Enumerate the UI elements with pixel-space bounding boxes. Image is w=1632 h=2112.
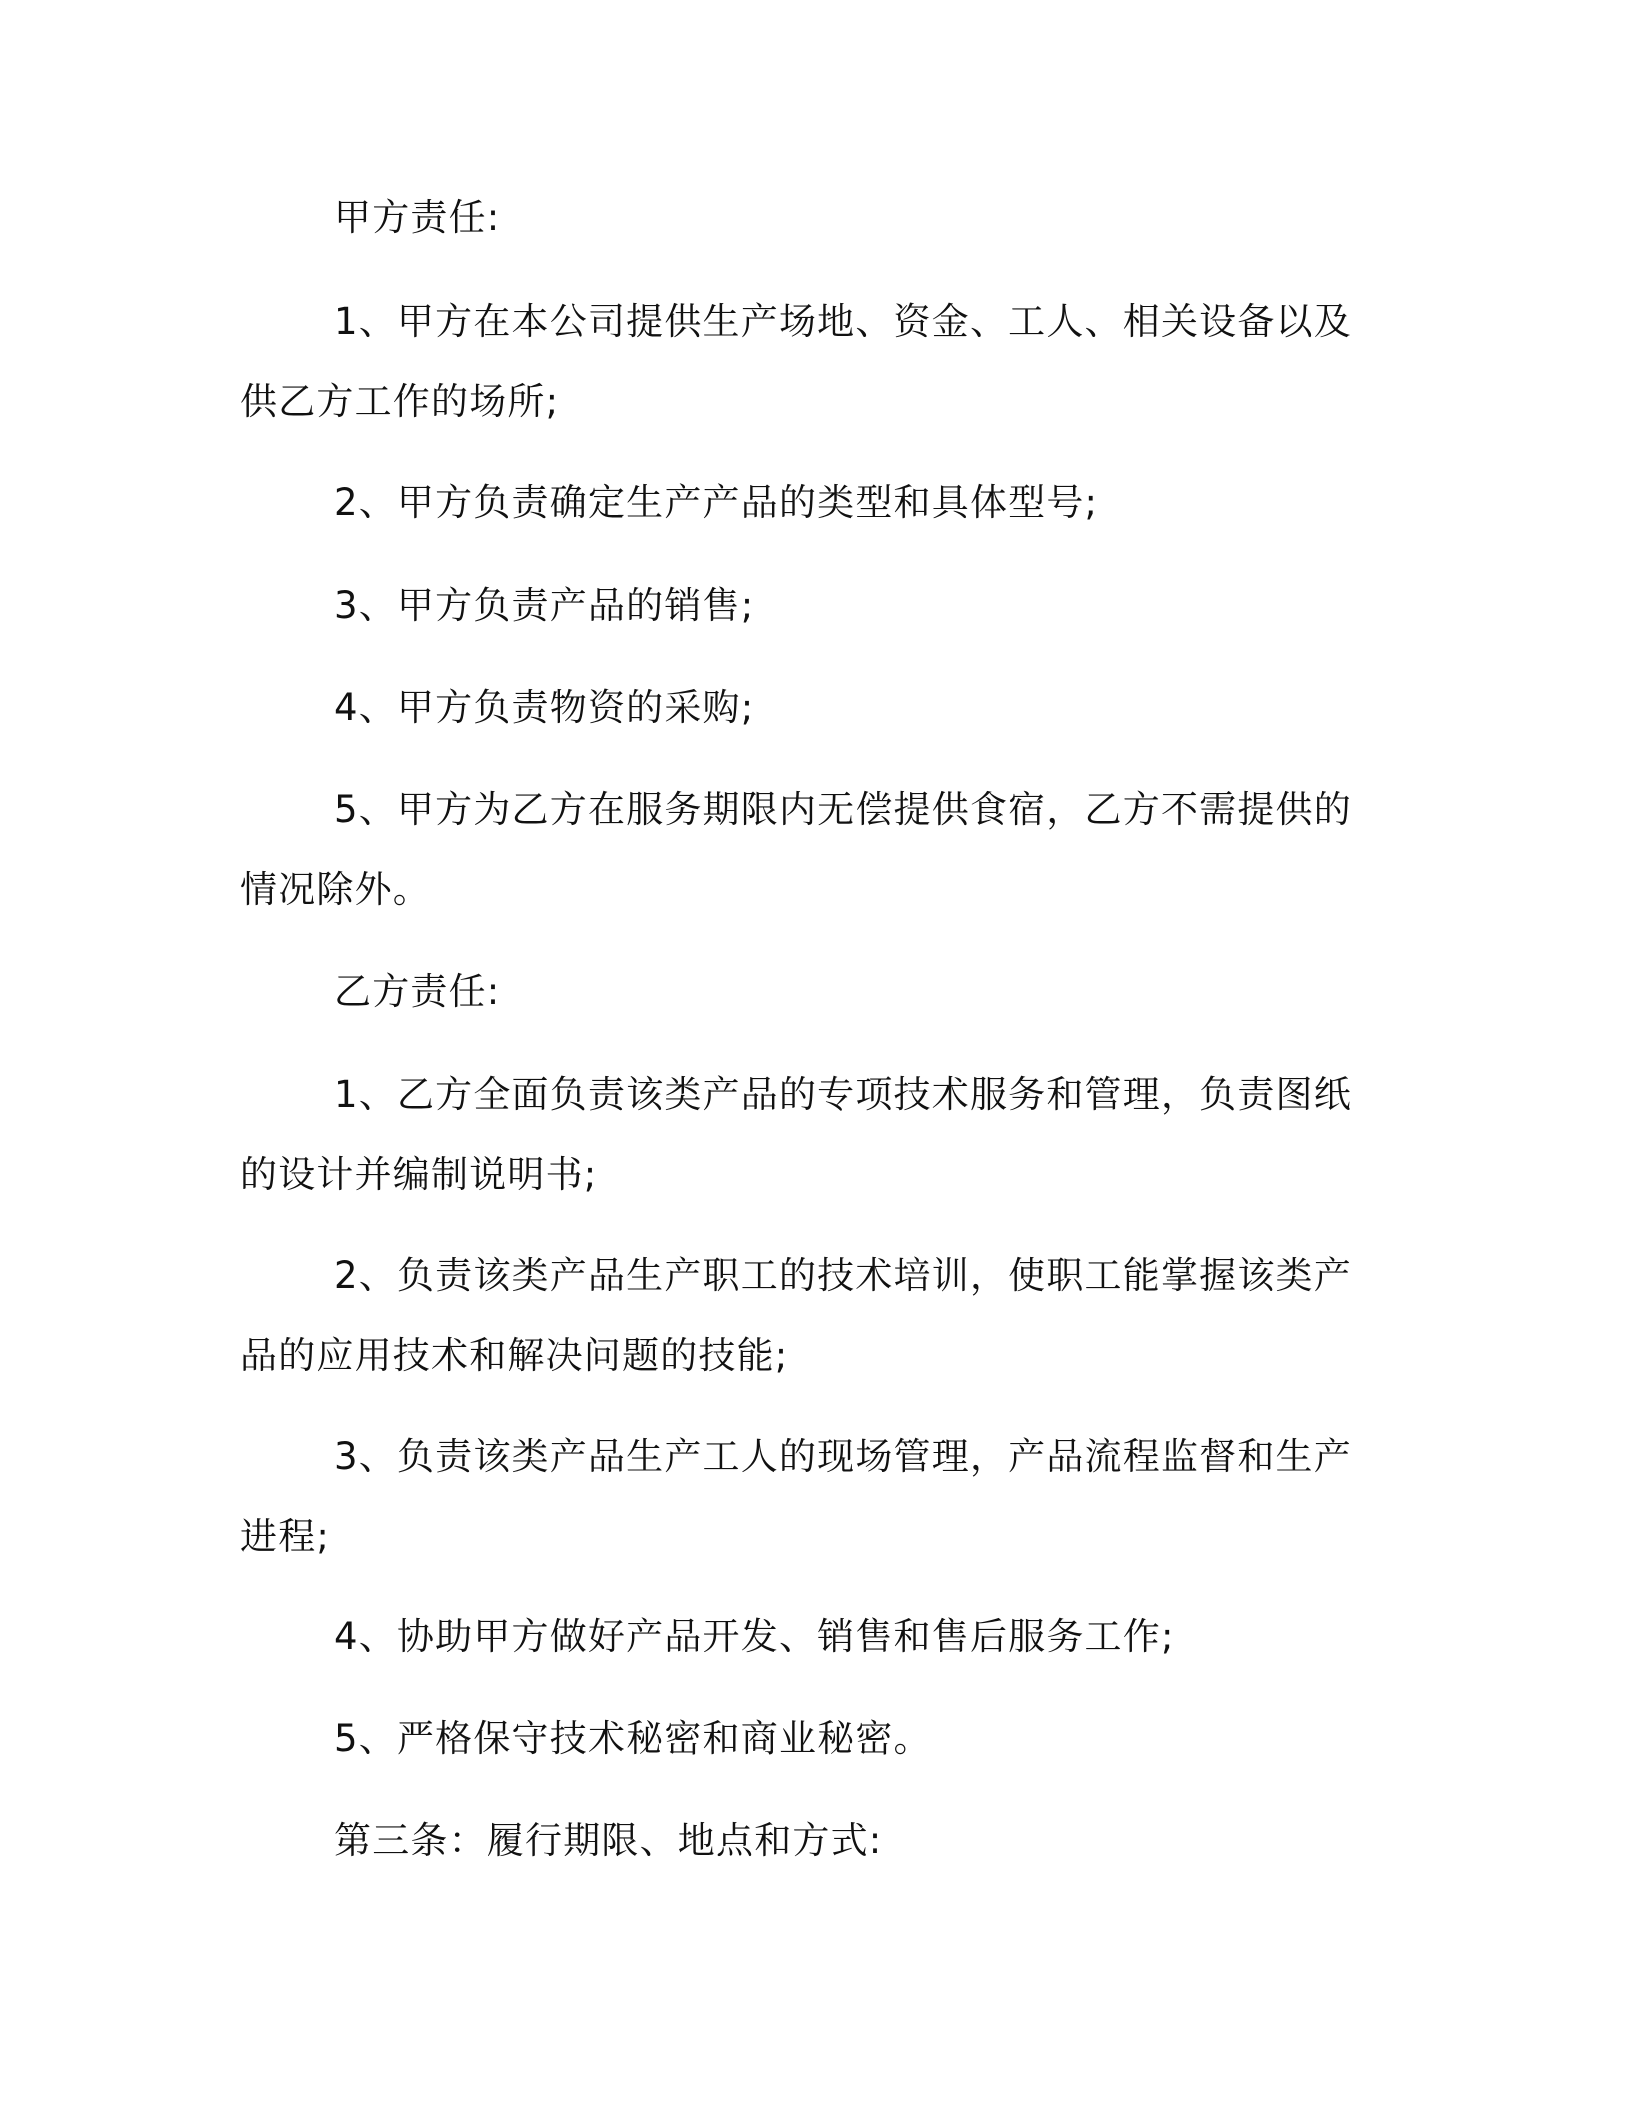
party-b-item-3: 3、负责该类产品生产工人的现场管理，产品流程监督和生产进程;: [240, 1435, 1352, 1558]
party-b-item-5: 5、严格保守技术秘密和商业秘密。: [334, 1717, 932, 1760]
party-a-item-4: 4、甲方负责物资的采购;: [334, 686, 755, 729]
article-three-heading: 第三条：履行期限、地点和方式:: [334, 1819, 883, 1862]
party-a-item-5: 5、甲方为乙方在服务期限内无偿提供食宿，乙方不需提供的情况除外。: [240, 788, 1352, 911]
party-a-heading: 甲方责任:: [334, 196, 501, 239]
party-b-heading: 乙方责任:: [334, 970, 501, 1013]
party-a-item-2: 2、甲方负责确定生产产品的类型和具体型号;: [334, 481, 1099, 524]
party-b-item-1: 1、乙方全面负责该类产品的专项技术服务和管理，负责图纸的设计并编制说明书;: [240, 1073, 1352, 1196]
party-a-item-3: 3、甲方负责产品的销售;: [334, 584, 755, 627]
party-a-item-1: 1、甲方在本公司提供生产场地、资金、工人、相关设备以及供乙方工作的场所;: [240, 300, 1352, 423]
party-b-item-2: 2、负责该类产品生产职工的技术培训，使职工能掌握该类产品的应用技术和解决问题的技能;: [240, 1254, 1352, 1377]
party-b-item-4: 4、协助甲方做好产品开发、销售和售后服务工作;: [334, 1615, 1175, 1658]
